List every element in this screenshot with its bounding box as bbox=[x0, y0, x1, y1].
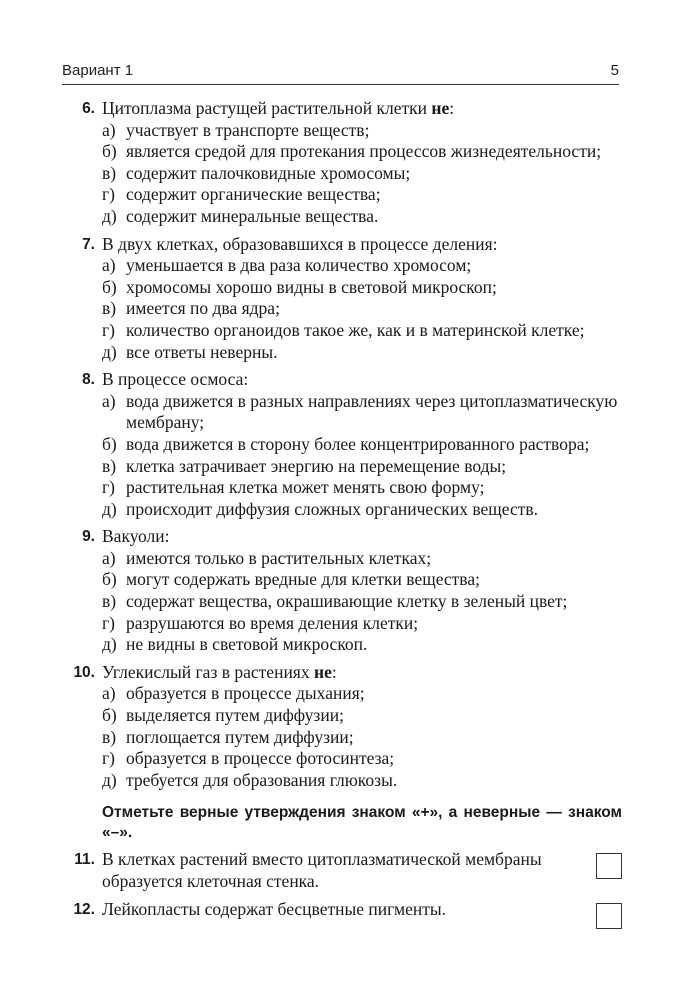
answer-option: а) имеются только в растительных клетках; bbox=[102, 547, 432, 568]
page-number: 5 bbox=[610, 62, 619, 79]
answer-option: д) содержит минеральные вещества. bbox=[102, 205, 379, 226]
answer-option: д) все ответы неверны. bbox=[102, 341, 278, 362]
answer-option: б) хромосомы хорошо видны в световой микроскоп; bbox=[102, 276, 497, 297]
answer-option: г) количество органоидов такое же, как и в материнской клетке; bbox=[102, 319, 585, 340]
question-stem: В двух клетках, образовавшихся в процессе деления: bbox=[102, 233, 498, 254]
answer-option: б) вода движется в сторону более концентрированного раствора; bbox=[102, 433, 590, 454]
answer-option: а) уменьшается в два раза количество хромосом; bbox=[102, 255, 472, 276]
question-stem: Цитоплазма растущей растительной клетки не: bbox=[102, 98, 455, 118]
question-8 bbox=[62, 369, 622, 520]
question-9 bbox=[62, 526, 622, 656]
answer-option: г) разрушаются во время деления клетки; bbox=[102, 612, 419, 633]
question-6 bbox=[62, 98, 622, 228]
question-7 bbox=[62, 234, 622, 364]
answer-option: б) выделяется путем диффузии; bbox=[102, 705, 344, 726]
statement-text: Лейкопласты содержат бесцветные пигменты. bbox=[102, 898, 447, 919]
question-number: 10. bbox=[73, 663, 95, 681]
page-header bbox=[62, 60, 619, 85]
question-number: 8. bbox=[82, 371, 95, 389]
variant-label: Вариант 1 bbox=[62, 62, 134, 79]
answer-option: д) требуется для образования глюкозы. bbox=[102, 769, 398, 790]
test-content bbox=[62, 98, 622, 926]
question-stem: Углекислый газ в растениях не: bbox=[102, 661, 337, 682]
answer-option: в) поглощается путем диффузии; bbox=[102, 726, 354, 747]
instruction-text: Отметьте верные утверждения знаком «+», а неверные — знаком «–». bbox=[102, 804, 622, 842]
statement-11 bbox=[62, 849, 622, 892]
answer-option: а) вода движется в разных направлениях через цитоплазматическую мембрану; bbox=[102, 390, 618, 433]
answer-option: в) содержит палочковидные хромосомы; bbox=[102, 162, 411, 183]
answer-option: д) не видны в световой микроскоп. bbox=[102, 634, 368, 655]
question-number: 6. bbox=[82, 100, 95, 117]
question-number: 7. bbox=[82, 235, 95, 253]
answer-option: а) образуется в процессе дыхания; bbox=[102, 683, 365, 704]
answer-option: г) содержит органические вещества; bbox=[102, 184, 381, 205]
answer-option: б) могут содержать вредные для клетки вещества; bbox=[102, 569, 480, 590]
question-stem: Вакуоли: bbox=[102, 526, 170, 547]
answer-option: в) содержат вещества, окрашивающие клетку в зеленый цвет; bbox=[102, 591, 568, 612]
answer-option: г) растительная клетка может менять свою форму; bbox=[102, 477, 485, 498]
question-number: 12. bbox=[73, 900, 95, 918]
answer-option: д) происходит диффузия сложных органических веществ. bbox=[102, 498, 539, 519]
answer-option: г) образуется в процессе фотосинтеза; bbox=[102, 748, 395, 769]
question-number: 11. bbox=[74, 851, 95, 869]
question-number: 9. bbox=[82, 528, 95, 546]
question-10 bbox=[62, 662, 622, 792]
statement-text: В клетках растений вместо цитоплазматической мембраны образуется клеточная стенка. bbox=[102, 849, 542, 891]
answer-option: б) является средой для протекания процессов жизнедеятельности; bbox=[102, 141, 602, 162]
answer-option: а) участвует в транспорте веществ; bbox=[102, 119, 370, 140]
answer-box[interactable] bbox=[596, 853, 622, 879]
statement-12 bbox=[62, 899, 622, 921]
answer-box[interactable] bbox=[596, 903, 622, 929]
question-stem: В процессе осмоса: bbox=[102, 369, 249, 390]
answer-option: в) клетка затрачивает энергию на перемещение воды; bbox=[102, 455, 507, 476]
answer-option: в) имеется по два ядра; bbox=[102, 298, 280, 319]
